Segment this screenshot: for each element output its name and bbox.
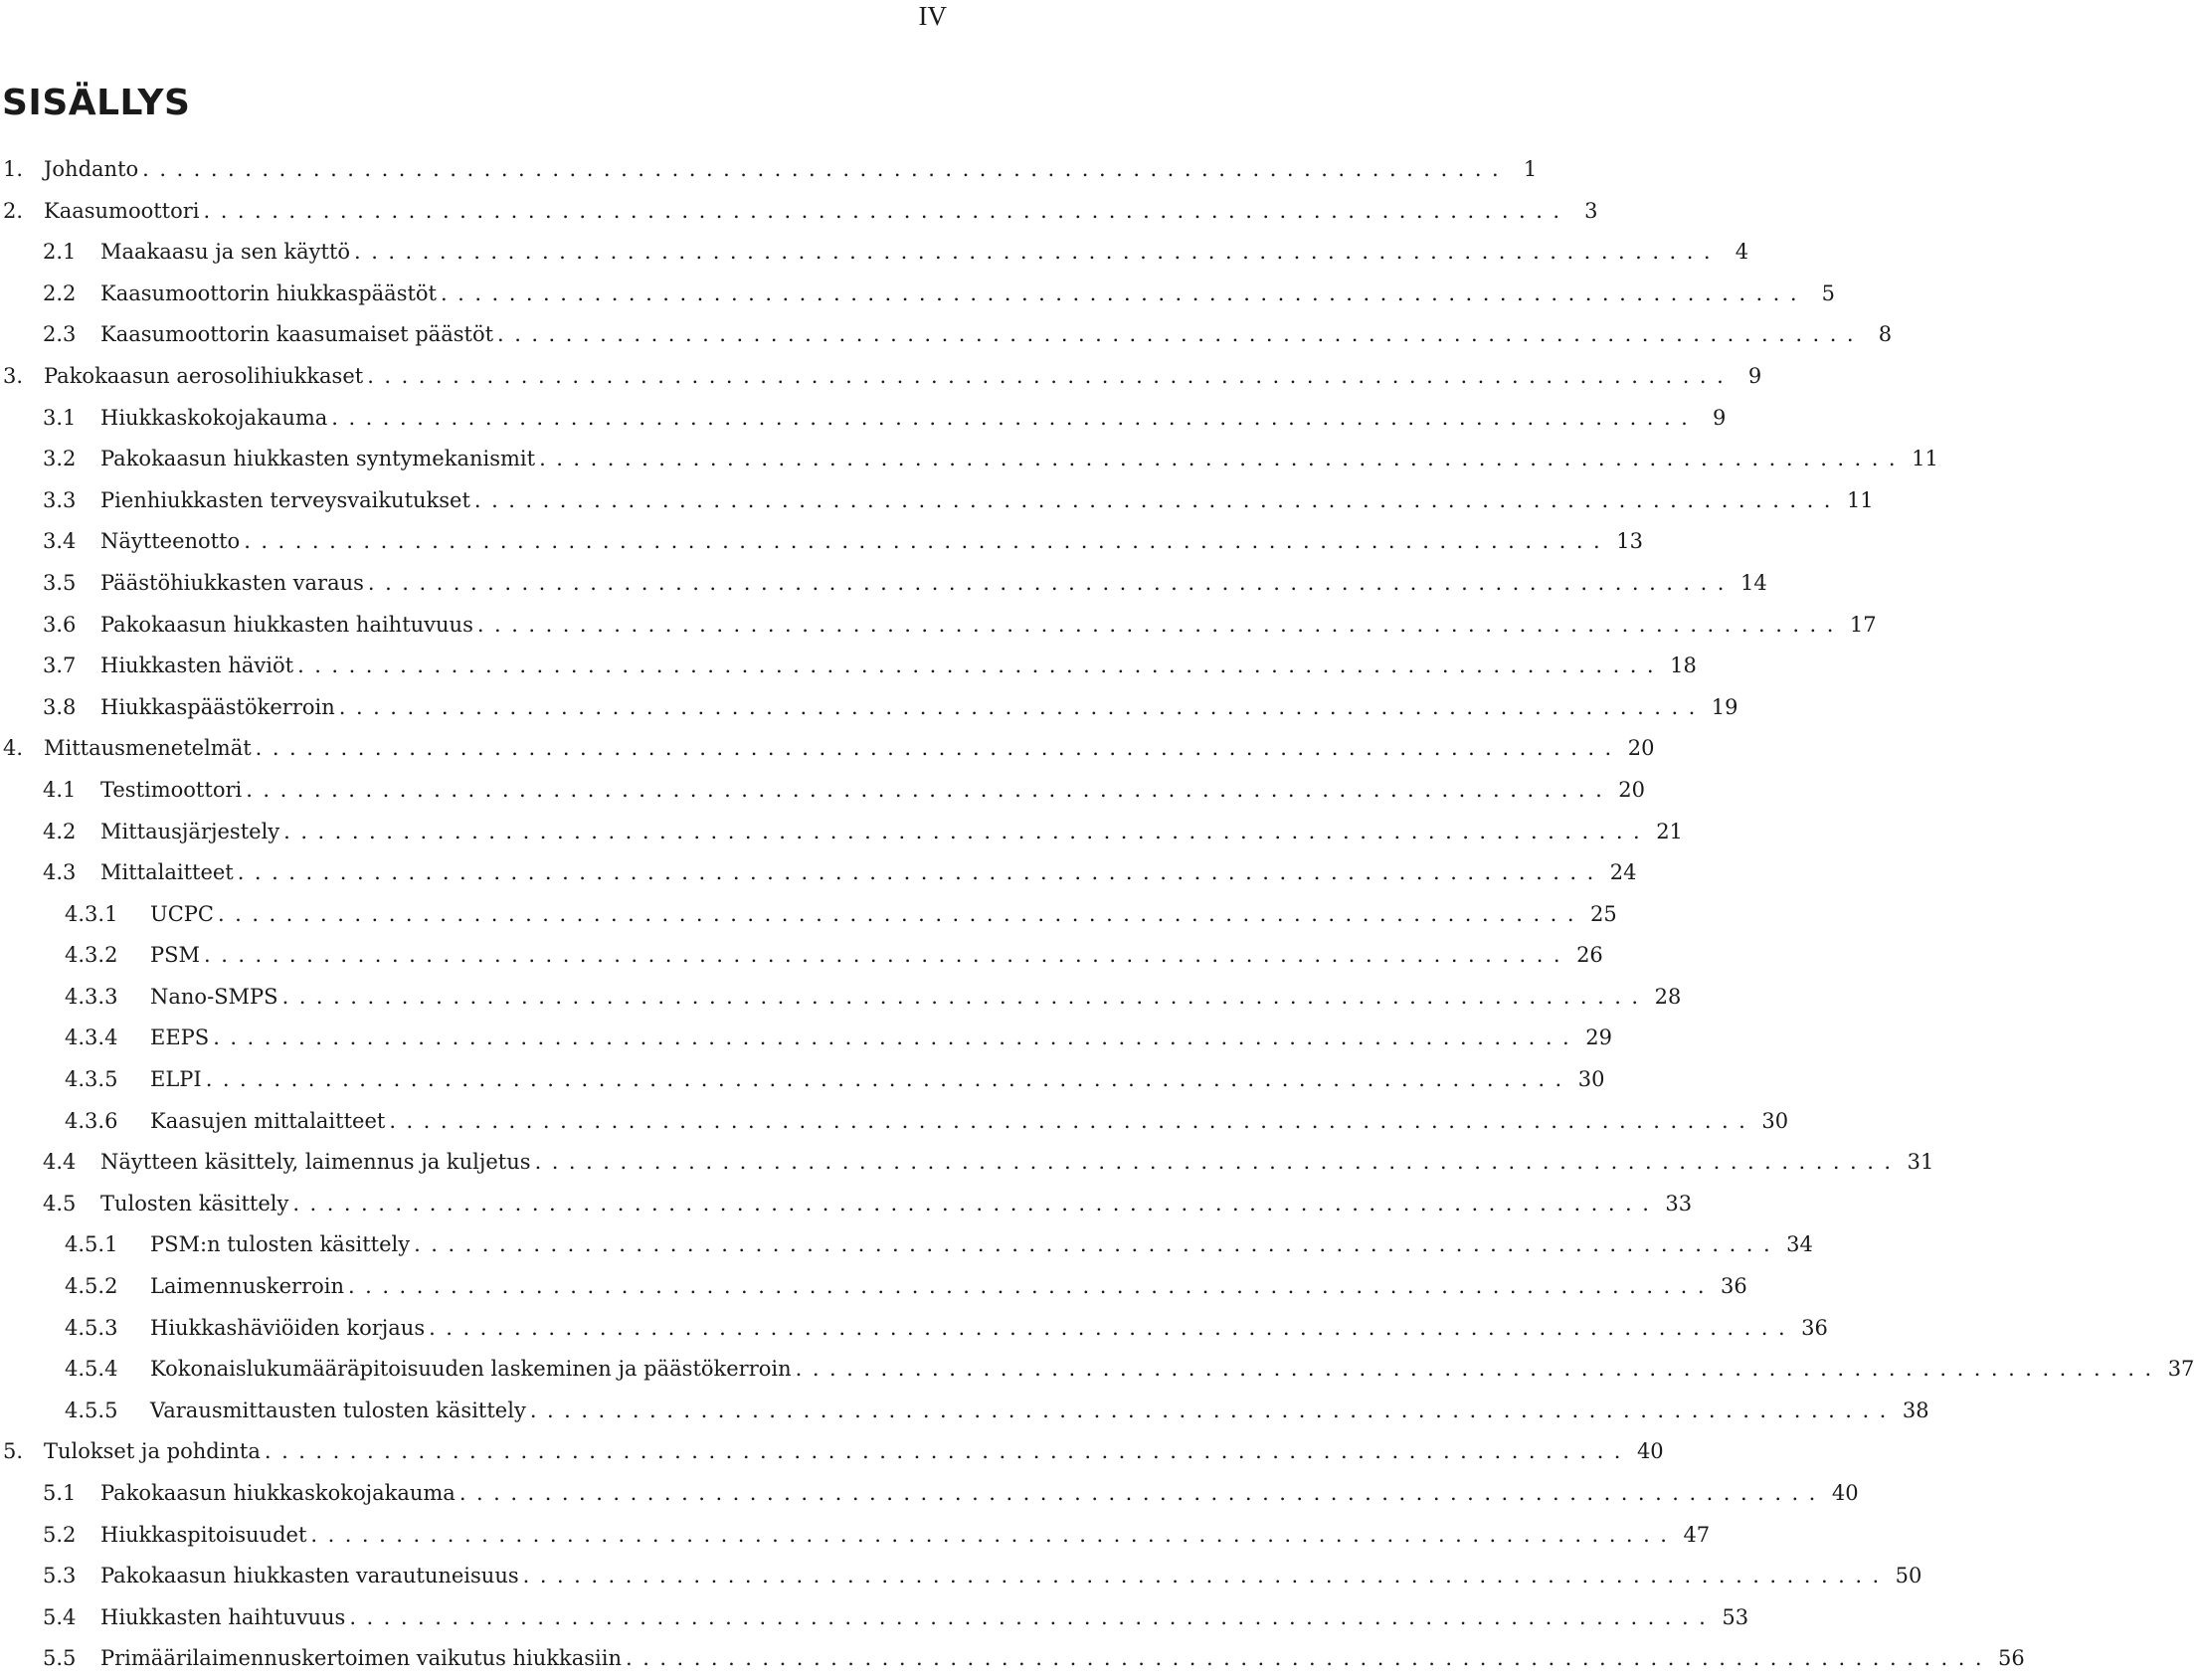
- toc-leader-dots: ................................................................................: [217, 901, 1584, 926]
- toc-entry-title: Pakokaasun hiukkasten syntymekanismit: [100, 447, 536, 471]
- toc-entry-number: 4.3.6: [65, 1108, 118, 1133]
- toc-leader-dots: ................................................................................: [476, 612, 1844, 637]
- toc-entry-page: 47: [1683, 1522, 1711, 1547]
- toc-entry-title: Näytteenotto: [100, 529, 241, 554]
- toc-entry-number: 3.2: [43, 447, 77, 471]
- toc-entry-number: 3.8: [43, 694, 77, 719]
- toc-entry[interactable]: [0, 521, 1643, 563]
- toc-entry-page: 21: [1656, 819, 1683, 843]
- toc-entry-title: EEPS: [150, 1026, 210, 1050]
- toc-entry[interactable]: [0, 1184, 1693, 1225]
- toc-leader-dots: ................................................................................: [244, 529, 1611, 554]
- toc-entry-number: 3.7: [43, 653, 77, 678]
- toc-leader-dots: ................................................................................: [367, 570, 1735, 595]
- toc-entry[interactable]: [0, 480, 1874, 522]
- toc-entry-title: PSM: [150, 943, 201, 968]
- toc-entry-page: 31: [1907, 1150, 1934, 1175]
- toc-entry-page: 3: [1584, 198, 1598, 223]
- toc-entry-page: 4: [1735, 240, 1749, 265]
- toc-entry-title: Primäärilaimennuskertoimen vaikutus hiukkasiin: [100, 1646, 623, 1671]
- toc-entry-page: 11: [1912, 447, 1938, 471]
- toc-entry[interactable]: [0, 812, 1683, 853]
- toc-entry-number: 4.2: [43, 819, 77, 843]
- toc-entry[interactable]: [0, 1349, 2194, 1391]
- toc-entry-number: 3.3: [43, 487, 77, 512]
- toc-leader-dots: ................................................................................: [283, 819, 1651, 843]
- toc-leader-dots: ................................................................................: [626, 1646, 1993, 1671]
- toc-entry-title: PSM:n tulosten käsittely: [150, 1232, 411, 1257]
- toc-entry-title: Hiukkaskokojakauma: [100, 405, 328, 430]
- toc-entry[interactable]: [0, 1101, 1789, 1143]
- toc-entry-number: 4.5.5: [65, 1398, 118, 1422]
- toc-entry[interactable]: [0, 1142, 1934, 1184]
- toc-entry-number: 4.3.5: [65, 1067, 118, 1092]
- toc-leader-dots: ................................................................................: [539, 447, 1907, 471]
- toc-entry-title: Hiukkaspäästökerroin: [100, 694, 335, 719]
- toc-entry-page: 5: [1821, 280, 1836, 305]
- toc-entry-page: 25: [1590, 901, 1617, 926]
- toc-entry-title: Kaasumoottorin hiukkaspäästöt: [100, 280, 437, 305]
- toc-leader-dots: ................................................................................: [367, 363, 1735, 388]
- toc-entry-page: 33: [1665, 1191, 1693, 1215]
- toc-entry-title: Hiukkasten haihtuvuus: [100, 1604, 346, 1629]
- toc-leader-dots: ................................................................................: [142, 157, 1510, 181]
- toc-entry-number: 4.5: [43, 1191, 77, 1215]
- toc-entry-title: Laimennuskerroin: [150, 1274, 344, 1299]
- toc-entry-page: 24: [1609, 860, 1637, 885]
- toc-leader-dots: ................................................................................: [203, 198, 1570, 223]
- toc-leader-dots: ................................................................................: [255, 736, 1622, 761]
- toc-entry-number: 5.4: [43, 1604, 77, 1629]
- toc-leader-dots: ................................................................................: [441, 280, 1808, 305]
- toc-entry-number: 2.: [3, 198, 24, 223]
- toc-entry-number: 2.1: [43, 240, 77, 265]
- toc-entry-page: 38: [1902, 1398, 1929, 1422]
- toc-entry-number: 3.6: [43, 612, 77, 637]
- toc-entry-page: 17: [1849, 612, 1877, 637]
- toc-entry-page: 34: [1786, 1232, 1813, 1257]
- toc-entry-title: Pakokaasun hiukkasten haihtuvuus: [100, 612, 473, 637]
- toc-leader-dots: ................................................................................: [534, 1150, 1902, 1175]
- toc-entry-number: 5.2: [43, 1522, 77, 1547]
- toc-entry-title: Pakokaasun hiukkasten varautuneisuus: [100, 1564, 519, 1588]
- toc-leader-dots: ................................................................................: [497, 322, 1865, 347]
- toc-leader-dots: ................................................................................: [297, 653, 1665, 678]
- toc-entry-title: Varausmittausten tulosten käsittely: [150, 1398, 526, 1422]
- page-number: IV: [918, 1, 947, 31]
- toc-entry-number: 5.3: [43, 1564, 77, 1588]
- toc-entry[interactable]: [0, 1059, 1605, 1101]
- toc-entry[interactable]: [0, 356, 1762, 398]
- toc-entry-page: 40: [1831, 1481, 1859, 1505]
- toc-entry[interactable]: [0, 935, 1603, 977]
- toc-leader-dots: ................................................................................: [389, 1108, 1756, 1133]
- toc-entry[interactable]: [0, 274, 1836, 315]
- toc-leader-dots: ................................................................................: [473, 487, 1841, 512]
- toc-entry-title: Testimoottori: [100, 777, 243, 802]
- toc-entry-title: ELPI: [150, 1067, 202, 1092]
- toc-leader-dots: ................................................................................: [529, 1398, 1897, 1422]
- toc-entry-number: 2.2: [43, 280, 77, 305]
- toc-entry-page: 30: [1577, 1067, 1605, 1092]
- toc-leader-dots: ................................................................................: [348, 1274, 1716, 1299]
- toc-entry-number: 4.1: [43, 777, 77, 802]
- toc-entry-page: 53: [1722, 1604, 1749, 1629]
- toc-entry-title: UCPC: [150, 901, 214, 926]
- toc-entry[interactable]: [0, 1597, 1749, 1639]
- toc-leader-dots: ................................................................................: [795, 1357, 2162, 1382]
- toc-entry-title: Pakokaasun hiukkaskokojakauma: [100, 1481, 456, 1505]
- toc-entry-title: Maakaasu ja sen käyttö: [100, 240, 351, 265]
- toc-entry-number: 5.1: [43, 1481, 77, 1505]
- toc-leader-dots: ................................................................................: [310, 1522, 1678, 1547]
- toc-entry-page: 28: [1654, 984, 1682, 1009]
- toc-leader-dots: ................................................................................: [213, 1026, 1580, 1050]
- toc-entry-page: 20: [1618, 777, 1645, 802]
- toc-leader-dots: ................................................................................: [204, 943, 1571, 968]
- toc-entry-page: 26: [1576, 943, 1603, 968]
- toc-leader-dots: ................................................................................: [354, 240, 1722, 265]
- toc-entry-title: Kokonaislukumääräpitoisuuden laskeminen ja päästökerroin: [150, 1357, 792, 1382]
- toc-entry-number: 4.4: [43, 1150, 77, 1175]
- toc-entry[interactable]: [0, 852, 1637, 894]
- toc-leader-dots: ................................................................................: [292, 1191, 1660, 1215]
- toc-entry-page: 36: [1801, 1315, 1828, 1340]
- toc-entry[interactable]: [0, 1431, 1664, 1473]
- toc-entry-page: 20: [1627, 736, 1655, 761]
- toc-leader-dots: ................................................................................: [338, 694, 1706, 719]
- table-of-contents: [0, 149, 2194, 1680]
- toc-entry[interactable]: [0, 563, 1767, 605]
- toc-entry-number: 3.: [3, 363, 24, 388]
- toc-entry-page: 11: [1846, 487, 1874, 512]
- toc-entry-page: 14: [1739, 570, 1767, 595]
- toc-entry-title: Näytteen käsittely, laimennus ja kuljetus: [100, 1150, 531, 1175]
- toc-entry-title: Mittausjärjestely: [100, 819, 280, 843]
- toc-entry[interactable]: [0, 1638, 2025, 1680]
- toc-entry-title: Pakokaasun aerosolihiukkaset: [44, 363, 364, 388]
- toc-leader-dots: ................................................................................: [205, 1067, 1572, 1092]
- toc-entry-number: 4.3.2: [65, 943, 118, 968]
- toc-leader-dots: ................................................................................: [349, 1604, 1717, 1629]
- toc-entry-title: Nano-SMPS: [150, 984, 278, 1009]
- toc-entry[interactable]: [0, 1556, 1922, 1597]
- toc-entry-title: Pienhiukkasten terveysvaikutukset: [100, 487, 470, 512]
- toc-entry-number: 1.: [3, 157, 24, 181]
- toc-entry-page: 36: [1721, 1274, 1747, 1299]
- toc-entry-number: 4.3: [43, 860, 77, 885]
- toc-entry[interactable]: [0, 1266, 1747, 1308]
- toc-entry-number: 5.5: [43, 1646, 77, 1671]
- toc-entry-page: 13: [1616, 529, 1643, 554]
- toc-entry-title: Kaasumoottori: [44, 198, 200, 223]
- toc-entry[interactable]: [0, 439, 1938, 480]
- toc-entry[interactable]: [0, 1391, 1929, 1432]
- toc-entry[interactable]: [0, 314, 1893, 356]
- toc-leader-dots: ................................................................................: [331, 405, 1699, 430]
- toc-entry-title: Päästöhiukkasten varaus: [100, 570, 364, 595]
- toc-entry-page: 8: [1878, 322, 1893, 347]
- toc-entry[interactable]: [0, 1018, 1612, 1059]
- toc-entry-page: 56: [1998, 1646, 2025, 1671]
- toc-entry-number: 4.3.3: [65, 984, 118, 1009]
- toc-entry-page: 37: [2167, 1357, 2194, 1382]
- toc-leader-dots: ................................................................................: [246, 777, 1613, 802]
- toc-entry[interactable]: [0, 1515, 1711, 1557]
- toc-leader-dots: ................................................................................: [264, 1439, 1631, 1464]
- toc-entry-title: Johdanto: [44, 157, 139, 181]
- toc-entry[interactable]: [0, 728, 1655, 770]
- toc-entry-number: 4.: [3, 736, 24, 761]
- toc-entry-page: 19: [1711, 694, 1738, 719]
- toc-leader-dots: ................................................................................: [281, 984, 1649, 1009]
- toc-entry-page: 9: [1747, 363, 1762, 388]
- toc-entry-page: 29: [1585, 1026, 1612, 1050]
- toc-leader-dots: ................................................................................: [429, 1315, 1796, 1340]
- toc-entry[interactable]: [0, 646, 1697, 687]
- toc-entry-number: 3.4: [43, 529, 77, 554]
- toc-entry[interactable]: [0, 1473, 1859, 1515]
- toc-entry-page: 1: [1523, 157, 1538, 181]
- toc-entry-page: 18: [1670, 653, 1697, 678]
- toc-heading: SISÄLLYS: [2, 83, 191, 123]
- toc-entry[interactable]: [0, 1308, 1828, 1350]
- toc-entry[interactable]: [0, 605, 1877, 647]
- toc-entry-title: Hiukkasten häviöt: [100, 653, 294, 678]
- toc-entry-title: Tulosten käsittely: [100, 1191, 289, 1215]
- toc-entry[interactable]: [0, 232, 1749, 274]
- toc-entry[interactable]: [0, 149, 1538, 191]
- toc-leader-dots: ................................................................................: [458, 1481, 1826, 1505]
- toc-entry-title: Kaasumoottorin kaasumaiset päästöt: [100, 322, 494, 347]
- toc-entry[interactable]: [0, 398, 1727, 440]
- toc-entry-title: Tulokset ja pohdinta: [44, 1439, 261, 1464]
- toc-entry[interactable]: [0, 770, 1645, 812]
- toc-entry-title: Hiukkaspitoisuudet: [100, 1522, 307, 1547]
- toc-entry-number: 4.3.1: [65, 901, 118, 926]
- toc-entry-title: Kaasujen mittalaitteet: [150, 1108, 386, 1133]
- toc-entry-page: 40: [1636, 1439, 1664, 1464]
- toc-entry-number: 3.1: [43, 405, 77, 430]
- toc-entry[interactable]: [0, 191, 1598, 233]
- toc-entry-number: 5.: [3, 1439, 24, 1464]
- toc-entry-number: 3.5: [43, 570, 77, 595]
- toc-entry-page: 30: [1761, 1108, 1789, 1133]
- toc-entry[interactable]: [0, 977, 1682, 1019]
- toc-entry-title: Hiukkashäviöiden korjaus: [150, 1315, 426, 1340]
- toc-entry[interactable]: [0, 894, 1617, 936]
- toc-entry-number: 2.3: [43, 322, 77, 347]
- toc-entry-title: Mittalaitteet: [100, 860, 234, 885]
- toc-entry-number: 4.5.2: [65, 1274, 118, 1299]
- toc-entry[interactable]: [0, 1224, 1813, 1266]
- toc-entry-number: 4.5.1: [65, 1232, 118, 1257]
- toc-leader-dots: ................................................................................: [237, 860, 1604, 885]
- toc-entry-number: 4.3.4: [65, 1026, 118, 1050]
- toc-leader-dots: ................................................................................: [522, 1564, 1890, 1588]
- toc-leader-dots: ................................................................................: [414, 1232, 1781, 1257]
- toc-entry-page: 9: [1712, 405, 1727, 430]
- toc-entry-title: Mittausmenetelmät: [44, 736, 252, 761]
- toc-entry-page: 50: [1895, 1564, 1922, 1588]
- toc-entry-number: 4.5.3: [65, 1315, 118, 1340]
- toc-entry-number: 4.5.4: [65, 1357, 118, 1382]
- toc-entry[interactable]: [0, 687, 1738, 729]
